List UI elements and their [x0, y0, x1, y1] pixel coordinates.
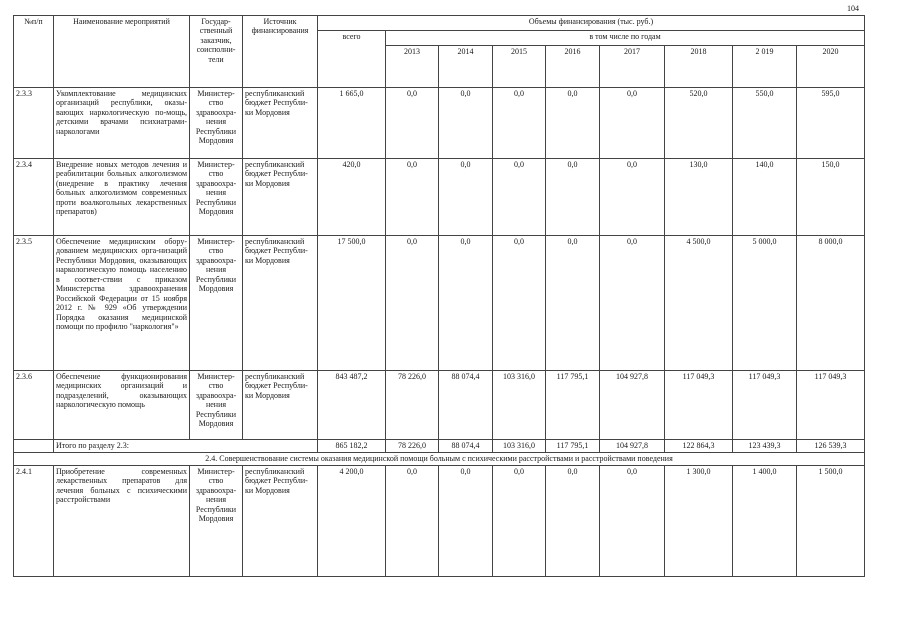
row-value: 117 795,1: [546, 371, 600, 440]
section-total-sum: 865 182,2: [318, 440, 386, 453]
row-value: 0,0: [546, 159, 600, 236]
row-value: 0,0: [439, 159, 493, 236]
row-value: 0,0: [600, 466, 665, 577]
table-row: [14, 371, 865, 440]
row-value: 4 500,0: [665, 236, 733, 371]
row-value: 1 400,0: [733, 466, 797, 577]
row-value: 0,0: [546, 88, 600, 159]
section-total-value: 104 927,8: [600, 440, 665, 453]
section-total-value: 78 226,0: [386, 440, 439, 453]
header-year: 2013: [386, 46, 439, 88]
header-year: 2018: [665, 46, 733, 88]
row-value: 103 316,0: [493, 371, 546, 440]
section-total-row: [14, 440, 865, 453]
row-value: 0,0: [493, 236, 546, 371]
header-year: 2 019: [733, 46, 797, 88]
row-value: 0,0: [439, 236, 493, 371]
row-name: Обеспечение медицинским обору-дованием медицинских орга-низаций Республики Мордовия, оказывающих наркологическую помощь населению в соответ-ствии с приказом Министерства здравоохранения Российской Федерации от 15 ноября 2012 г. № 929 «Об утверждении Порядка оказания медицинской помощи по профилю "наркология"»: [54, 236, 190, 371]
row-value: 550,0: [733, 88, 797, 159]
header-year: 2016: [546, 46, 600, 88]
row-name: Обеспечение функционирования медицинских организаций и подразделений, оказывающих наркологическую помощь: [54, 371, 190, 440]
row-total: 420,0: [318, 159, 386, 236]
header-year: 2017: [600, 46, 665, 88]
section-total-value: 88 074,4: [439, 440, 493, 453]
section-header-row: [14, 453, 865, 466]
section-total-label: Итого по разделу 2.3:: [54, 440, 318, 453]
row-value: 0,0: [493, 466, 546, 577]
row-value: 140,0: [733, 159, 797, 236]
row-customer: Министер-ство здравоохра-нения Республики Мордовия: [190, 371, 243, 440]
header-source: Источник финансирования: [243, 16, 318, 88]
header-volumes: Объемы финансирования (тыс. руб.): [318, 16, 865, 31]
row-value: 104 927,8: [600, 371, 665, 440]
row-value: 0,0: [386, 88, 439, 159]
row-id: 2.4.1: [14, 466, 54, 577]
row-name: Внедрение новых методов лечения и реабилитации больных алкоголизмом (внедрение в практику лечения больных алкоголизмом современных проти воалкогольных лекарственных препаратов): [54, 159, 190, 236]
row-value: 1 300,0: [665, 466, 733, 577]
row-value: 117 049,3: [665, 371, 733, 440]
row-customer: Министер-ство здравоохра-нения Республики Мордовия: [190, 159, 243, 236]
header-year: 2020: [797, 46, 865, 88]
row-id: 2.3.4: [14, 159, 54, 236]
section-total-value: 122 864,3: [665, 440, 733, 453]
header-name: Наименование мероприятий: [54, 16, 190, 88]
section-total-value: 117 795,1: [546, 440, 600, 453]
header-by-years: в том числе по годам: [386, 31, 865, 46]
total-empty-cell: [14, 440, 54, 453]
row-customer: Министер-ство здравоохра-нения Республики Мордовия: [190, 466, 243, 577]
row-source: республиканский бюджет Республи-ки Мордовия: [243, 88, 318, 159]
row-value: 117 049,3: [797, 371, 865, 440]
header-customer: Государ-ственный заказчик, соисполни-тели: [190, 16, 243, 88]
row-value: 0,0: [600, 159, 665, 236]
row-value: 8 000,0: [797, 236, 865, 371]
row-value: 130,0: [665, 159, 733, 236]
row-value: 5 000,0: [733, 236, 797, 371]
header-no: №п/п: [14, 16, 54, 88]
table-row: [14, 88, 865, 159]
row-id: 2.3.6: [14, 371, 54, 440]
header-year: 2015: [493, 46, 546, 88]
section-total-value: 103 316,0: [493, 440, 546, 453]
row-value: 0,0: [600, 236, 665, 371]
row-value: 0,0: [493, 159, 546, 236]
section-total-value: 123 439,3: [733, 440, 797, 453]
table-row: [14, 236, 865, 371]
row-value: 88 074,4: [439, 371, 493, 440]
row-value: 0,0: [386, 236, 439, 371]
row-value: 0,0: [493, 88, 546, 159]
row-value: 0,0: [386, 159, 439, 236]
row-name: Приобретение современных лекарственных препаратов для лечения больных с психическими расстройствами: [54, 466, 190, 577]
row-total: 1 665,0: [318, 88, 386, 159]
row-value: 595,0: [797, 88, 865, 159]
row-value: 0,0: [546, 466, 600, 577]
header-total: всего: [318, 31, 386, 88]
row-value: 520,0: [665, 88, 733, 159]
row-total: 17 500,0: [318, 236, 386, 371]
header-year: 2014: [439, 46, 493, 88]
page-number: 104: [847, 4, 859, 13]
row-value: 0,0: [546, 236, 600, 371]
section-title: 2.4. Совершенствование системы оказания медицинской помощи больным с психическими расстройствами и расстройствами поведения: [14, 453, 865, 466]
row-source: республиканский бюджет Республи-ки Мордовия: [243, 159, 318, 236]
row-id: 2.3.5: [14, 236, 54, 371]
row-source: республиканский бюджет Республи-ки Мордовия: [243, 371, 318, 440]
row-customer: Министер-ство здравоохра-нения Республики Мордовия: [190, 88, 243, 159]
row-value: 78 226,0: [386, 371, 439, 440]
row-value: 1 500,0: [797, 466, 865, 577]
row-value: 117 049,3: [733, 371, 797, 440]
section-total-value: 126 539,3: [797, 440, 865, 453]
row-value: 0,0: [386, 466, 439, 577]
row-value: 0,0: [600, 88, 665, 159]
table-row: [14, 159, 865, 236]
row-source: республиканский бюджет Республи-ки Мордовия: [243, 466, 318, 577]
row-value: 0,0: [439, 466, 493, 577]
row-customer: Министер-ство здравоохра-нения Республики Мордовия: [190, 236, 243, 371]
row-value: 0,0: [439, 88, 493, 159]
table-row: [14, 466, 865, 577]
row-id: 2.3.3: [14, 88, 54, 159]
row-total: 843 487,2: [318, 371, 386, 440]
row-source: республиканский бюджет Республи-ки Мордовия: [243, 236, 318, 371]
row-value: 150,0: [797, 159, 865, 236]
row-total: 4 200,0: [318, 466, 386, 577]
row-name: Укомплектование медицинских организаций республики, оказы-вающих наркологическую по-мощь, детскими врачами психиатрами-наркологами: [54, 88, 190, 159]
funding-table: [13, 15, 865, 577]
